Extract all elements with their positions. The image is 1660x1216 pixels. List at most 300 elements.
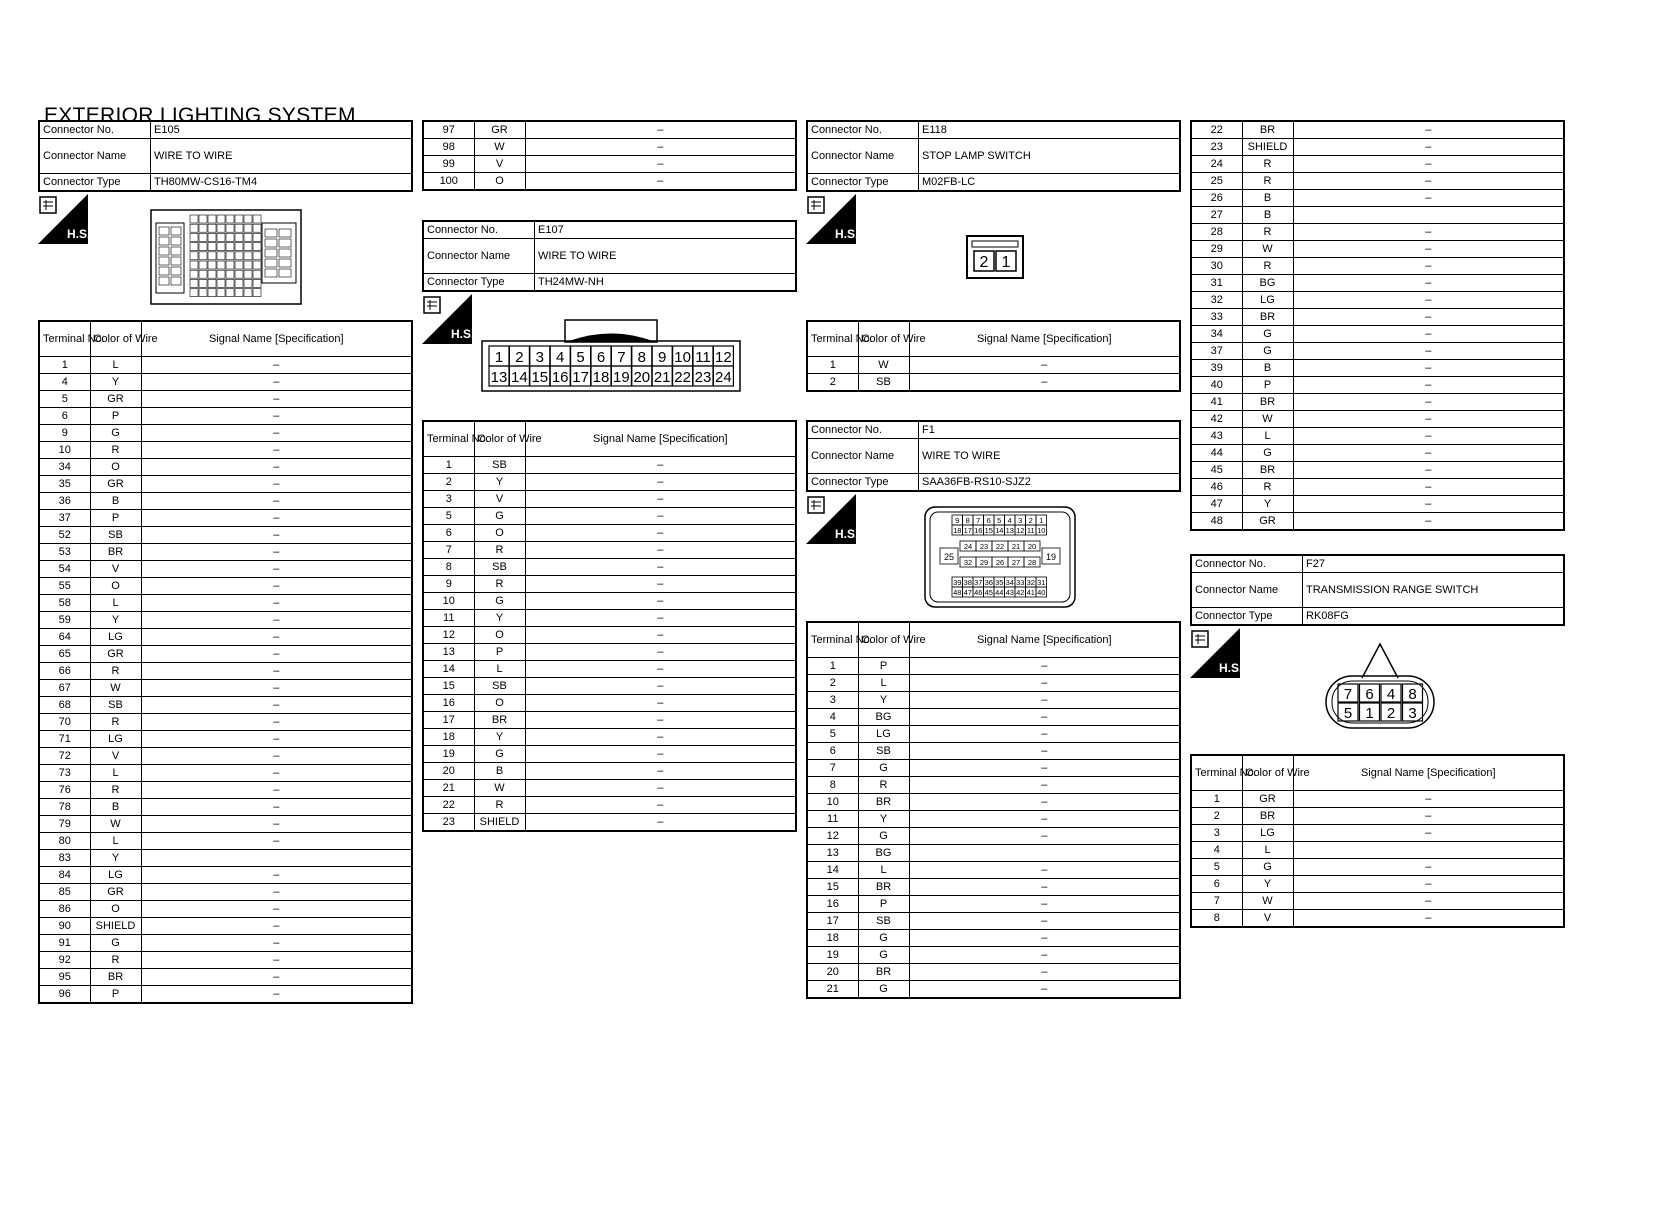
connector-type-value: SAA36FB-RS10-SJZ2 bbox=[919, 474, 1181, 492]
signal-name-cell: – bbox=[525, 780, 796, 797]
label-connector-type: Connector Type bbox=[1191, 608, 1303, 626]
signal-name-cell: – bbox=[141, 918, 412, 935]
signal-name-cell: – bbox=[1293, 224, 1564, 241]
signal-name-cell: – bbox=[525, 695, 796, 712]
terminal-no-cell: 100 bbox=[423, 173, 474, 191]
pin-label: 32 bbox=[963, 558, 973, 567]
header-terminal-no: Terminal No. bbox=[39, 321, 90, 357]
cavity bbox=[199, 215, 207, 223]
terminal-no-cell: 65 bbox=[39, 646, 90, 663]
cavity bbox=[244, 233, 252, 241]
table-row bbox=[39, 544, 412, 561]
cavity bbox=[199, 289, 207, 297]
cavity bbox=[190, 252, 198, 260]
pin-label: 19 bbox=[613, 369, 630, 386]
terminal-no-cell: 78 bbox=[39, 799, 90, 816]
signal-name-cell: – bbox=[525, 644, 796, 661]
wire-color-cell: W bbox=[474, 780, 525, 797]
header-color-of-wire: Color of Wire bbox=[858, 321, 909, 357]
terminal-no-cell: 11 bbox=[423, 610, 474, 627]
table-row bbox=[39, 884, 412, 901]
terminal-no-cell: 39 bbox=[1191, 360, 1242, 377]
table-row bbox=[39, 918, 412, 935]
table-row bbox=[39, 476, 412, 493]
signal-name-cell: – bbox=[141, 527, 412, 544]
wire-color-cell: R bbox=[858, 777, 909, 794]
signal-name-cell: – bbox=[141, 357, 412, 374]
cavity bbox=[171, 257, 181, 265]
table-row bbox=[423, 627, 796, 644]
table-row bbox=[807, 913, 1180, 930]
connector-diagram-e107 bbox=[481, 318, 741, 392]
terminal-no-cell: 85 bbox=[39, 884, 90, 901]
terminal-no-cell: 41 bbox=[1191, 394, 1242, 411]
table-row bbox=[1191, 859, 1564, 876]
wire-color-cell: Y bbox=[474, 610, 525, 627]
signal-name-cell: – bbox=[141, 544, 412, 561]
terminal-no-cell: 16 bbox=[807, 896, 858, 913]
pin-label: 14 bbox=[995, 526, 1004, 535]
connector-e105 bbox=[38, 120, 413, 192]
terminal-no-cell: 9 bbox=[39, 425, 90, 442]
cavity bbox=[253, 233, 261, 241]
terminal-table-e118-wrap bbox=[806, 320, 1181, 392]
pin-label: 6 bbox=[596, 349, 606, 366]
signal-name-cell: – bbox=[141, 901, 412, 918]
terminal-no-cell: 1 bbox=[807, 658, 858, 675]
terminal-no-cell: 26 bbox=[1191, 190, 1242, 207]
terminal-no-cell: 9 bbox=[423, 576, 474, 593]
terminal-no-cell: 1 bbox=[807, 357, 858, 374]
pin-label: 6 bbox=[1365, 686, 1374, 703]
terminal-no-cell: 25 bbox=[1191, 173, 1242, 190]
cavity bbox=[253, 270, 261, 278]
pin-label: 11 bbox=[1026, 526, 1035, 535]
table-row bbox=[1191, 275, 1564, 292]
terminal-no-cell: 3 bbox=[1191, 825, 1242, 842]
cavity bbox=[253, 289, 261, 297]
connector-info-table bbox=[422, 220, 797, 292]
pin-label: 2 bbox=[515, 349, 524, 366]
terminal-no-cell: 15 bbox=[423, 678, 474, 695]
terminal-no-cell: 14 bbox=[423, 661, 474, 678]
terminal-no-cell: 23 bbox=[423, 814, 474, 832]
signal-name-cell: – bbox=[1293, 173, 1564, 190]
cavity bbox=[190, 243, 198, 251]
signal-name-cell: – bbox=[141, 867, 412, 884]
table-row bbox=[39, 391, 412, 408]
wire-color-cell: SB bbox=[858, 374, 909, 392]
wire-color-cell: GR bbox=[90, 884, 141, 901]
cavity bbox=[199, 243, 207, 251]
header-signal-name: Signal Name [Specification] bbox=[525, 421, 796, 457]
wire-color-cell: L bbox=[90, 595, 141, 612]
wire-color-cell: V bbox=[90, 561, 141, 578]
wire-color-cell: BR bbox=[1242, 808, 1293, 825]
signal-name-cell: – bbox=[909, 862, 1180, 879]
terminal-no-cell: 27 bbox=[1191, 207, 1242, 224]
cavity bbox=[159, 257, 169, 265]
signal-name-cell: – bbox=[141, 510, 412, 527]
terminal-no-cell: 3 bbox=[807, 692, 858, 709]
terminal-no-cell: 6 bbox=[807, 743, 858, 760]
table-row bbox=[423, 797, 796, 814]
signal-name-cell: – bbox=[909, 811, 1180, 828]
wire-color-cell: R bbox=[474, 576, 525, 593]
terminal-no-cell: 4 bbox=[807, 709, 858, 726]
terminal-no-cell: 76 bbox=[39, 782, 90, 799]
wire-color-cell: BR bbox=[474, 712, 525, 729]
connector-no-value: E118 bbox=[919, 121, 1181, 139]
signal-name-cell: – bbox=[1293, 309, 1564, 326]
terminal-table-f1-wrap bbox=[806, 621, 1181, 999]
terminal-table-e107-wrap bbox=[422, 420, 797, 832]
terminal-no-cell: 52 bbox=[39, 527, 90, 544]
cavity bbox=[199, 270, 207, 278]
cavity bbox=[226, 289, 234, 297]
table-row bbox=[807, 692, 1180, 709]
table-row bbox=[423, 746, 796, 763]
table-row bbox=[39, 952, 412, 969]
wire-color-cell: BR bbox=[1242, 309, 1293, 326]
signal-name-cell: – bbox=[525, 121, 796, 139]
header-color-of-wire: Color of Wire bbox=[90, 321, 141, 357]
table-row bbox=[39, 748, 412, 765]
cavity bbox=[199, 224, 207, 232]
terminal-no-cell: 10 bbox=[807, 794, 858, 811]
cavity bbox=[159, 237, 169, 245]
wire-color-cell: L bbox=[858, 675, 909, 692]
pin-label: 33 bbox=[1016, 578, 1025, 587]
wire-color-cell: LG bbox=[90, 731, 141, 748]
label-connector-no: Connector No. bbox=[1191, 555, 1303, 573]
terminal-no-cell: 66 bbox=[39, 663, 90, 680]
signal-name-cell: – bbox=[1293, 156, 1564, 173]
signal-name-cell: – bbox=[909, 964, 1180, 981]
label-connector-no: Connector No. bbox=[39, 121, 151, 139]
wire-color-cell: GR bbox=[90, 646, 141, 663]
cavity bbox=[199, 252, 207, 260]
signal-name-cell: – bbox=[141, 680, 412, 697]
terminal-no-cell: 24 bbox=[1191, 156, 1242, 173]
terminal-table-e105-cont-wrap bbox=[422, 120, 797, 191]
wire-color-cell: V bbox=[474, 156, 525, 173]
signal-name-cell: – bbox=[141, 459, 412, 476]
table-row bbox=[39, 680, 412, 697]
cavity bbox=[235, 289, 243, 297]
signal-name-cell: – bbox=[141, 561, 412, 578]
terminal-no-cell: 2 bbox=[1191, 808, 1242, 825]
wire-color-cell: G bbox=[474, 746, 525, 763]
connector-type-value: M02FB-LC bbox=[919, 174, 1181, 192]
signal-name-cell: – bbox=[525, 661, 796, 678]
cavity bbox=[208, 270, 216, 278]
signal-name-cell: – bbox=[141, 748, 412, 765]
pin-label: 15 bbox=[984, 526, 993, 535]
hs-label: H.S. bbox=[67, 227, 91, 241]
table-row bbox=[1191, 462, 1564, 479]
pin-label: 18 bbox=[953, 526, 962, 535]
cavity bbox=[226, 215, 234, 223]
connector-name-value: WIRE TO WIRE bbox=[151, 139, 413, 174]
label-connector-type: Connector Type bbox=[423, 274, 535, 292]
cavity bbox=[226, 224, 234, 232]
cavity bbox=[244, 224, 252, 232]
table-row bbox=[1191, 377, 1564, 394]
signal-name-cell: – bbox=[525, 627, 796, 644]
terminal-no-cell: 19 bbox=[423, 746, 474, 763]
signal-name-cell: – bbox=[141, 442, 412, 459]
wire-color-cell: R bbox=[90, 714, 141, 731]
pin-label: 5 bbox=[576, 349, 585, 366]
wire-color-cell: Y bbox=[90, 850, 141, 867]
table-row bbox=[1191, 496, 1564, 513]
terminal-no-cell: 2 bbox=[423, 474, 474, 491]
pin-label: 41 bbox=[1026, 588, 1035, 597]
terminal-no-cell: 71 bbox=[39, 731, 90, 748]
pin-label: 42 bbox=[1016, 588, 1025, 597]
terminal-no-cell: 10 bbox=[39, 442, 90, 459]
wire-color-cell: LG bbox=[1242, 825, 1293, 842]
cavity bbox=[244, 215, 252, 223]
cavity bbox=[217, 243, 225, 251]
pin-label: 17 bbox=[963, 526, 972, 535]
wire-color-cell: SHIELD bbox=[474, 814, 525, 832]
signal-name-cell: – bbox=[1293, 496, 1564, 513]
pin-label: 37 bbox=[974, 578, 983, 587]
table-row bbox=[423, 173, 796, 191]
cavity bbox=[235, 233, 243, 241]
header-terminal-no: Terminal No. bbox=[423, 421, 474, 457]
wire-color-cell: V bbox=[474, 491, 525, 508]
table-row bbox=[423, 644, 796, 661]
pin-label: 9 bbox=[658, 349, 667, 366]
terminal-no-cell: 7 bbox=[807, 760, 858, 777]
pin-label: 6 bbox=[986, 516, 991, 525]
terminal-no-cell: 5 bbox=[39, 391, 90, 408]
pin-label: 47 bbox=[963, 588, 972, 597]
wire-color-cell: GR bbox=[1242, 791, 1293, 808]
cavity bbox=[190, 279, 198, 287]
table-row bbox=[807, 930, 1180, 947]
table-row bbox=[1191, 394, 1564, 411]
signal-name-cell: – bbox=[141, 731, 412, 748]
terminal-no-cell: 4 bbox=[1191, 842, 1242, 859]
cavity bbox=[190, 224, 198, 232]
signal-name-cell: – bbox=[141, 799, 412, 816]
pin-label: 43 bbox=[1005, 588, 1014, 597]
table-row bbox=[423, 542, 796, 559]
signal-name-cell bbox=[141, 850, 412, 867]
table-row bbox=[423, 610, 796, 627]
table-row bbox=[1191, 326, 1564, 343]
connector-diagram-e118 bbox=[966, 235, 1024, 279]
wire-color-cell: R bbox=[90, 782, 141, 799]
signal-name-cell: – bbox=[909, 913, 1180, 930]
cavity bbox=[226, 279, 234, 287]
terminal-no-cell: 11 bbox=[807, 811, 858, 828]
wire-color-cell: B bbox=[1242, 360, 1293, 377]
terminal-no-cell: 1 bbox=[1191, 791, 1242, 808]
signal-name-cell: – bbox=[141, 697, 412, 714]
cavity bbox=[159, 247, 169, 255]
signal-name-cell: – bbox=[1293, 275, 1564, 292]
pin-label: 18 bbox=[592, 369, 610, 386]
signal-name-cell: – bbox=[909, 357, 1180, 374]
signal-name-cell: – bbox=[909, 947, 1180, 964]
pin-label: 27 bbox=[1011, 558, 1021, 567]
cavity bbox=[199, 261, 207, 269]
signal-name-cell bbox=[1293, 842, 1564, 859]
wire-color-cell: BR bbox=[858, 794, 909, 811]
connector-no-value: F27 bbox=[1303, 555, 1565, 573]
terminal-no-cell: 72 bbox=[39, 748, 90, 765]
wire-color-cell: BG bbox=[858, 845, 909, 862]
signal-name-cell: – bbox=[141, 969, 412, 986]
wire-color-cell: Y bbox=[474, 474, 525, 491]
table-row bbox=[1191, 842, 1564, 859]
terminal-no-cell: 2 bbox=[807, 374, 858, 392]
connector-no-value: F1 bbox=[919, 421, 1181, 439]
connector-name-value: WIRE TO WIRE bbox=[535, 239, 797, 274]
terminal-table-f27 bbox=[1190, 754, 1565, 928]
pin-label: 38 bbox=[963, 578, 972, 587]
table-row bbox=[423, 559, 796, 576]
signal-name-cell: – bbox=[141, 408, 412, 425]
terminal-no-cell: 23 bbox=[1191, 139, 1242, 156]
wire-color-cell: G bbox=[858, 930, 909, 947]
terminal-no-cell: 91 bbox=[39, 935, 90, 952]
cavity bbox=[235, 252, 243, 260]
pin-label: 3 bbox=[535, 349, 544, 366]
terminal-no-cell: 3 bbox=[423, 491, 474, 508]
signal-name-cell: – bbox=[909, 692, 1180, 709]
signal-name-cell: – bbox=[1293, 292, 1564, 309]
wire-color-cell: SB bbox=[474, 559, 525, 576]
wire-color-cell: W bbox=[1242, 241, 1293, 258]
table-row bbox=[423, 491, 796, 508]
wire-color-cell: GR bbox=[90, 476, 141, 493]
hs-label: H.S. bbox=[835, 527, 859, 541]
cavity bbox=[279, 269, 291, 277]
wire-color-cell: SB bbox=[474, 457, 525, 474]
cavity bbox=[159, 267, 169, 275]
signal-name-cell: – bbox=[525, 173, 796, 191]
pin-label: 20 bbox=[1027, 542, 1037, 551]
cavity bbox=[171, 277, 181, 285]
terminal-no-cell: 37 bbox=[1191, 343, 1242, 360]
terminal-table-f27-wrap bbox=[1190, 754, 1565, 928]
pin-label: 34 bbox=[1005, 578, 1014, 587]
connector-diagram-e105 bbox=[150, 209, 302, 305]
signal-name-cell: – bbox=[141, 612, 412, 629]
cavity bbox=[265, 229, 277, 237]
wire-color-cell: W bbox=[858, 357, 909, 374]
table-row bbox=[39, 714, 412, 731]
cavity bbox=[265, 269, 277, 277]
pin-label: 45 bbox=[984, 588, 993, 597]
terminal-no-cell: 83 bbox=[39, 850, 90, 867]
terminal-table-f1 bbox=[806, 621, 1181, 999]
table-row bbox=[39, 969, 412, 986]
terminal-table-e105-cont bbox=[422, 120, 797, 191]
signal-name-cell: – bbox=[1293, 394, 1564, 411]
signal-name-cell: – bbox=[525, 559, 796, 576]
wire-color-cell: P bbox=[90, 408, 141, 425]
cavity bbox=[244, 243, 252, 251]
cavity bbox=[235, 224, 243, 232]
table-row bbox=[1191, 207, 1564, 224]
table-row bbox=[39, 782, 412, 799]
terminal-no-cell: 70 bbox=[39, 714, 90, 731]
cavity bbox=[265, 249, 277, 257]
signal-name-cell: – bbox=[1293, 825, 1564, 842]
pin-label: 1 bbox=[1365, 705, 1374, 722]
pin-label: 15 bbox=[531, 369, 549, 386]
table-row bbox=[807, 964, 1180, 981]
terminal-no-cell: 20 bbox=[423, 763, 474, 780]
wire-color-cell: P bbox=[858, 896, 909, 913]
terminal-no-cell: 99 bbox=[423, 156, 474, 173]
signal-name-cell: – bbox=[1293, 326, 1564, 343]
pin-label: 23 bbox=[979, 542, 989, 551]
pin-label: 31 bbox=[1037, 578, 1046, 587]
signal-name-cell: – bbox=[1293, 893, 1564, 910]
table-row bbox=[1191, 428, 1564, 445]
cavity bbox=[208, 243, 216, 251]
connector-f27 bbox=[1190, 554, 1565, 626]
table-row bbox=[423, 508, 796, 525]
terminal-no-cell: 86 bbox=[39, 901, 90, 918]
table-row bbox=[807, 947, 1180, 964]
signal-name-cell: – bbox=[141, 646, 412, 663]
signal-name-cell: – bbox=[1293, 428, 1564, 445]
wire-color-cell: W bbox=[90, 816, 141, 833]
connector-type-value: RK08FG bbox=[1303, 608, 1565, 626]
terminal-no-cell: 5 bbox=[423, 508, 474, 525]
label-connector-name: Connector Name bbox=[807, 139, 919, 174]
cavity bbox=[199, 279, 207, 287]
wire-color-cell: O bbox=[474, 695, 525, 712]
table-row bbox=[1191, 121, 1564, 139]
pin-label: 8 bbox=[965, 516, 970, 525]
signal-name-cell: – bbox=[1293, 360, 1564, 377]
wire-color-cell: Y bbox=[474, 729, 525, 746]
terminal-no-cell: 32 bbox=[1191, 292, 1242, 309]
pin-label: 5 bbox=[997, 516, 1002, 525]
terminal-no-cell: 5 bbox=[807, 726, 858, 743]
signal-name-cell: – bbox=[909, 828, 1180, 845]
terminal-table-e118 bbox=[806, 320, 1181, 392]
header-color-of-wire: Color of Wire bbox=[1242, 755, 1293, 791]
pin-label: 8 bbox=[637, 349, 646, 366]
connector-name-value: TRANSMISSION RANGE SWITCH bbox=[1303, 573, 1565, 608]
connector-e118 bbox=[806, 120, 1181, 192]
terminal-no-cell: 73 bbox=[39, 765, 90, 782]
terminal-no-cell: 22 bbox=[1191, 121, 1242, 139]
signal-name-cell: – bbox=[909, 760, 1180, 777]
wire-color-cell: R bbox=[1242, 224, 1293, 241]
terminal-no-cell: 7 bbox=[1191, 893, 1242, 910]
pin-label: 26 bbox=[995, 558, 1005, 567]
table-row bbox=[39, 442, 412, 459]
terminal-no-cell: 18 bbox=[423, 729, 474, 746]
header-signal-name: Signal Name [Specification] bbox=[141, 321, 412, 357]
pin-label: 19 bbox=[1045, 552, 1057, 562]
signal-name-cell: – bbox=[141, 935, 412, 952]
table-row bbox=[39, 374, 412, 391]
cavity bbox=[235, 270, 243, 278]
